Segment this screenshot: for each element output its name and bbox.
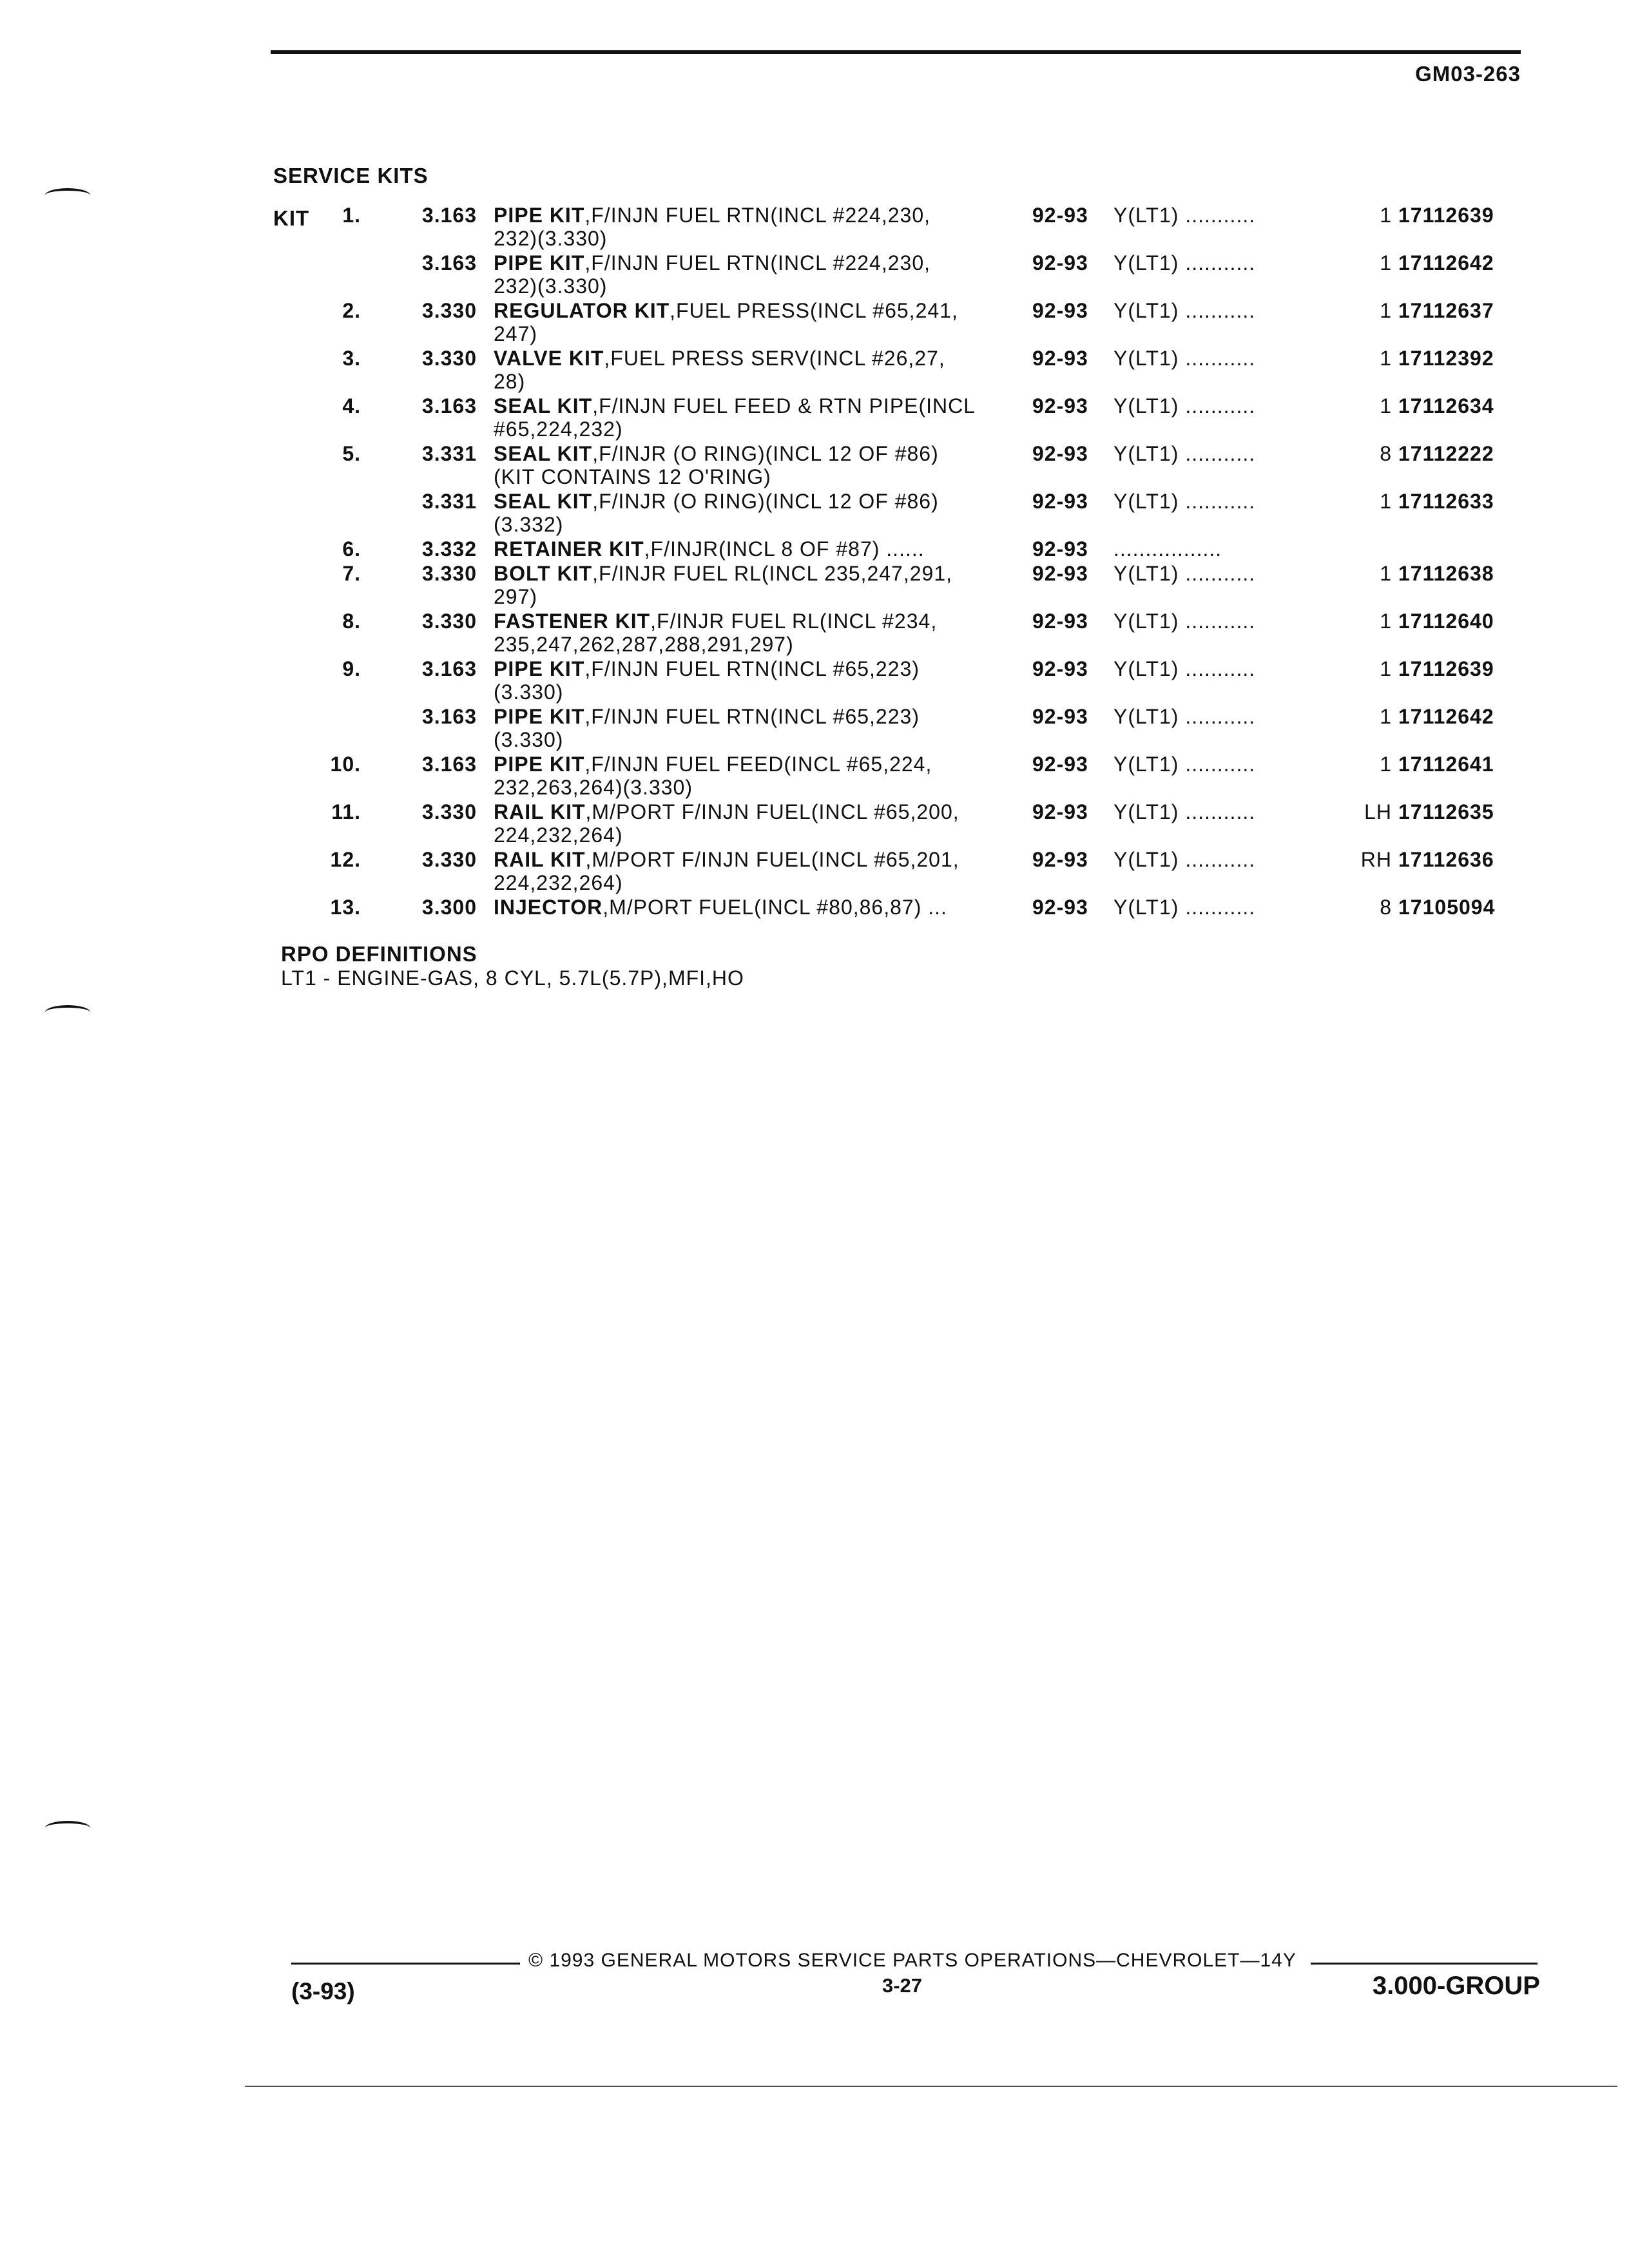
item-number: 12. bbox=[330, 848, 361, 871]
part-description bbox=[494, 299, 1028, 345]
part-description bbox=[494, 394, 1028, 441]
part-name: RETAINER KIT bbox=[494, 537, 644, 561]
part-number: 17112641 bbox=[1398, 753, 1494, 776]
part-detail-continued: (3.330) bbox=[494, 680, 564, 704]
rpo-code: Y(LT1) ........... bbox=[1113, 442, 1256, 465]
model-years: 92-93 bbox=[1032, 848, 1088, 871]
item-number: 8. bbox=[342, 610, 361, 633]
part-description bbox=[494, 753, 1028, 799]
part-name: FASTENER KIT bbox=[494, 610, 651, 633]
part-number: 17112634 bbox=[1398, 394, 1494, 418]
part-name: SEAL KIT bbox=[494, 490, 593, 513]
part-name: SEAL KIT bbox=[494, 442, 593, 465]
group-number: 3.330 bbox=[421, 848, 477, 871]
item-number: 2. bbox=[342, 299, 361, 322]
rpo-code: Y(LT1) ........... bbox=[1113, 848, 1256, 871]
part-number: 17112222 bbox=[1398, 442, 1494, 465]
part-detail-continued: 224,232,264) bbox=[494, 871, 623, 894]
part-number: 17112636 bbox=[1398, 848, 1494, 871]
quantity: 8 bbox=[1380, 896, 1392, 919]
part-number: 17112640 bbox=[1398, 610, 1494, 633]
part-number: 17112633 bbox=[1398, 490, 1494, 513]
group-number: 3.163 bbox=[421, 753, 477, 776]
part-description bbox=[494, 442, 1028, 488]
part-detail: ,F/INJN FUEL RTN(INCL #224,230, bbox=[584, 204, 930, 227]
group-number: 3.330 bbox=[421, 800, 477, 823]
table-row bbox=[0, 490, 1629, 539]
group-number: 3.300 bbox=[421, 896, 477, 919]
part-name: RAIL KIT bbox=[494, 800, 586, 823]
item-number: 6. bbox=[342, 537, 361, 561]
part-detail-continued: (KIT CONTAINS 12 O'RING) bbox=[494, 465, 771, 488]
rpo-code: Y(LT1) ........... bbox=[1113, 347, 1256, 370]
group-number: 3.330 bbox=[421, 610, 477, 633]
model-years: 92-93 bbox=[1032, 251, 1088, 274]
quantity: 1 bbox=[1380, 657, 1392, 680]
model-years: 92-93 bbox=[1032, 800, 1088, 823]
part-detail: ,F/INJR FUEL RL(INCL #234, bbox=[650, 610, 938, 633]
model-years: 92-93 bbox=[1032, 347, 1088, 370]
part-number: 17112638 bbox=[1398, 562, 1494, 585]
table-row bbox=[0, 562, 1629, 611]
part-description bbox=[494, 251, 1028, 298]
rpo-code: ................. bbox=[1113, 537, 1222, 561]
rpo-code: Y(LT1) ........... bbox=[1113, 299, 1256, 322]
table-row bbox=[0, 394, 1629, 443]
part-detail: ,F/INJR FUEL RL(INCL 235,247,291, bbox=[592, 562, 952, 585]
footer-rule-right bbox=[1311, 1963, 1537, 1965]
rpo-code: Y(LT1) ........... bbox=[1113, 562, 1256, 585]
part-name: PIPE KIT bbox=[494, 204, 585, 227]
quantity: 1 bbox=[1380, 251, 1392, 274]
part-name: VALVE KIT bbox=[494, 347, 604, 370]
item-number: 4. bbox=[342, 394, 361, 418]
part-detail: ,F/INJN FUEL FEED(INCL #65,224, bbox=[584, 753, 932, 776]
part-detail-continued: 232)(3.330) bbox=[494, 227, 608, 250]
part-detail: ,F/INJN FUEL RTN(INCL #65,223) bbox=[584, 705, 920, 728]
part-detail: ,F/INJR (O RING)(INCL 12 OF #86) bbox=[592, 442, 939, 465]
rpo-code: Y(LT1) ........... bbox=[1113, 896, 1256, 919]
quantity: 1 bbox=[1380, 753, 1392, 776]
part-detail: ,F/INJR (O RING)(INCL 12 OF #86) bbox=[592, 490, 939, 513]
part-number: 17112637 bbox=[1398, 299, 1494, 322]
part-name: INJECTOR bbox=[494, 896, 603, 919]
group-number: 3.000-GROUP bbox=[1372, 1972, 1540, 2000]
part-number: 17112392 bbox=[1398, 347, 1494, 370]
part-detail-continued: #65,224,232) bbox=[494, 418, 623, 441]
item-number: 13. bbox=[330, 896, 361, 919]
model-years: 92-93 bbox=[1032, 299, 1088, 322]
model-years: 92-93 bbox=[1032, 204, 1088, 227]
rpo-code: Y(LT1) ........... bbox=[1113, 657, 1256, 680]
footer-copyright: © 1993 GENERAL MOTORS SERVICE PARTS OPERATIONS—CHEVROLET—14Y bbox=[528, 1950, 1296, 1971]
rpo-definition: LT1 - ENGINE-GAS, 8 CYL, 5.7L(5.7P),MFI,HO bbox=[281, 966, 744, 990]
table-row bbox=[0, 800, 1629, 849]
part-detail-continued: 232,263,264)(3.330) bbox=[494, 776, 693, 799]
rpo-code: Y(LT1) ........... bbox=[1113, 705, 1256, 728]
part-detail: ,FUEL PRESS SERV(INCL #26,27, bbox=[604, 347, 945, 370]
part-name: PIPE KIT bbox=[494, 251, 585, 274]
part-number: 17112639 bbox=[1398, 204, 1494, 227]
page-number: 3-27 bbox=[882, 1974, 923, 1997]
model-years: 92-93 bbox=[1032, 562, 1088, 585]
item-number: 3. bbox=[342, 347, 361, 370]
part-detail: ,F/INJR(INCL 8 OF #87) ...... bbox=[644, 537, 925, 561]
part-description bbox=[494, 657, 1028, 704]
part-detail-continued: 224,232,264) bbox=[494, 823, 623, 847]
part-description bbox=[494, 896, 1028, 919]
quantity: 1 bbox=[1380, 705, 1392, 728]
part-detail: ,F/INJN FUEL RTN(INCL #224,230, bbox=[584, 251, 930, 274]
table-row bbox=[0, 204, 1629, 253]
model-years: 92-93 bbox=[1032, 442, 1088, 465]
part-description bbox=[494, 537, 1028, 561]
header-rule bbox=[271, 50, 1521, 54]
model-years: 92-93 bbox=[1032, 896, 1088, 919]
part-description bbox=[494, 610, 1028, 656]
part-detail: ,M/PORT F/INJN FUEL(INCL #65,201, bbox=[585, 848, 959, 871]
rpo-code: Y(LT1) ........... bbox=[1113, 251, 1256, 274]
part-description bbox=[494, 848, 1028, 894]
part-description bbox=[494, 705, 1028, 751]
group-number: 3.163 bbox=[421, 394, 477, 418]
part-detail: ,F/INJN FUEL RTN(INCL #65,223) bbox=[584, 657, 920, 680]
part-description bbox=[494, 347, 1028, 393]
item-number: 1. bbox=[342, 204, 361, 227]
model-years: 92-93 bbox=[1032, 657, 1088, 680]
model-years: 92-93 bbox=[1032, 537, 1088, 561]
punch-mark bbox=[45, 188, 90, 202]
group-number: 3.330 bbox=[421, 562, 477, 585]
part-name: PIPE KIT bbox=[494, 753, 585, 776]
part-number: 17112642 bbox=[1398, 705, 1494, 728]
table-row bbox=[0, 848, 1629, 897]
group-number: 3.163 bbox=[421, 251, 477, 274]
item-number: 10. bbox=[330, 753, 361, 776]
revision-date: (3-93) bbox=[291, 1978, 355, 2004]
part-detail-continued: 235,247,262,287,288,291,297) bbox=[494, 633, 794, 656]
part-number: 17112635 bbox=[1398, 800, 1494, 823]
part-description bbox=[494, 204, 1028, 250]
rpo-code: Y(LT1) ........... bbox=[1113, 490, 1256, 513]
part-name: BOLT KIT bbox=[494, 562, 593, 585]
quantity: 8 bbox=[1380, 442, 1392, 465]
rpo-definitions-title: RPO DEFINITIONS bbox=[281, 942, 477, 966]
part-detail-continued: 297) bbox=[494, 585, 538, 608]
group-number: 3.163 bbox=[421, 657, 477, 680]
part-name: PIPE KIT bbox=[494, 705, 585, 728]
part-description bbox=[494, 490, 1028, 536]
part-description bbox=[494, 562, 1028, 608]
table-row bbox=[0, 753, 1629, 802]
quantity: 1 bbox=[1380, 204, 1392, 227]
part-number: 17105094 bbox=[1398, 896, 1496, 919]
group-number: 3.331 bbox=[421, 490, 477, 513]
section-title: SERVICE KITS bbox=[273, 164, 429, 187]
part-name: RAIL KIT bbox=[494, 848, 586, 871]
group-number: 3.332 bbox=[421, 537, 477, 561]
rpo-code: Y(LT1) ........... bbox=[1113, 800, 1256, 823]
part-number: 17112639 bbox=[1398, 657, 1494, 680]
table-row bbox=[0, 657, 1629, 706]
quantity: 1 bbox=[1380, 394, 1392, 418]
part-name: SEAL KIT bbox=[494, 394, 593, 418]
rpo-code: Y(LT1) ........... bbox=[1113, 610, 1256, 633]
punch-mark bbox=[45, 1005, 90, 1019]
item-number: 11. bbox=[331, 800, 361, 823]
table-row bbox=[0, 705, 1629, 754]
quantity: 1 bbox=[1380, 490, 1392, 513]
part-detail-continued: (3.330) bbox=[494, 728, 564, 751]
quantity: 1 bbox=[1380, 299, 1392, 322]
part-detail-continued: 247) bbox=[494, 322, 538, 345]
group-number: 3.163 bbox=[421, 705, 477, 728]
item-number: 9. bbox=[342, 657, 361, 680]
item-number: 5. bbox=[342, 442, 361, 465]
rpo-code: Y(LT1) ........... bbox=[1113, 394, 1256, 418]
table-row bbox=[0, 251, 1629, 300]
quantity: 1 bbox=[1380, 347, 1392, 370]
rpo-code: Y(LT1) ........... bbox=[1113, 204, 1256, 227]
table-row bbox=[0, 610, 1629, 658]
part-name: REGULATOR KIT bbox=[494, 299, 670, 322]
part-detail: ,F/INJN FUEL FEED & RTN PIPE(INCL bbox=[592, 394, 976, 418]
part-number: 17112642 bbox=[1398, 251, 1494, 274]
document-id: GM03-263 bbox=[1415, 62, 1521, 86]
model-years: 92-93 bbox=[1032, 753, 1088, 776]
model-years: 92-93 bbox=[1032, 705, 1088, 728]
table-row bbox=[0, 442, 1629, 491]
part-detail: ,FUEL PRESS(INCL #65,241, bbox=[670, 299, 958, 322]
part-detail-continued: 28) bbox=[494, 370, 526, 393]
group-number: 3.331 bbox=[421, 442, 477, 465]
kit-label: KIT bbox=[273, 206, 310, 230]
table-row bbox=[0, 896, 1629, 945]
model-years: 92-93 bbox=[1032, 394, 1088, 418]
part-detail: ,M/PORT FUEL(INCL #80,86,87) ... bbox=[602, 896, 947, 919]
part-detail-continued: 232)(3.330) bbox=[494, 274, 608, 298]
table-row bbox=[0, 299, 1629, 348]
rpo-code: Y(LT1) ........... bbox=[1113, 753, 1256, 776]
model-years: 92-93 bbox=[1032, 490, 1088, 513]
scan-edge-line bbox=[245, 2086, 1617, 2087]
footer-rule-left bbox=[291, 1963, 520, 1965]
part-name: PIPE KIT bbox=[494, 657, 585, 680]
part-detail-continued: (3.332) bbox=[494, 513, 564, 536]
table-row bbox=[0, 347, 1629, 396]
group-number: 3.330 bbox=[421, 299, 477, 322]
quantity: 1 bbox=[1380, 610, 1392, 633]
group-number: 3.330 bbox=[421, 347, 477, 370]
quantity: LH bbox=[1364, 800, 1392, 823]
punch-mark bbox=[45, 1821, 90, 1835]
quantity: 1 bbox=[1380, 562, 1392, 585]
quantity: RH bbox=[1360, 848, 1392, 871]
group-number: 3.163 bbox=[421, 204, 477, 227]
part-detail: ,M/PORT F/INJN FUEL(INCL #65,200, bbox=[585, 800, 959, 823]
part-description bbox=[494, 800, 1028, 847]
model-years: 92-93 bbox=[1032, 610, 1088, 633]
item-number: 7. bbox=[342, 562, 361, 585]
